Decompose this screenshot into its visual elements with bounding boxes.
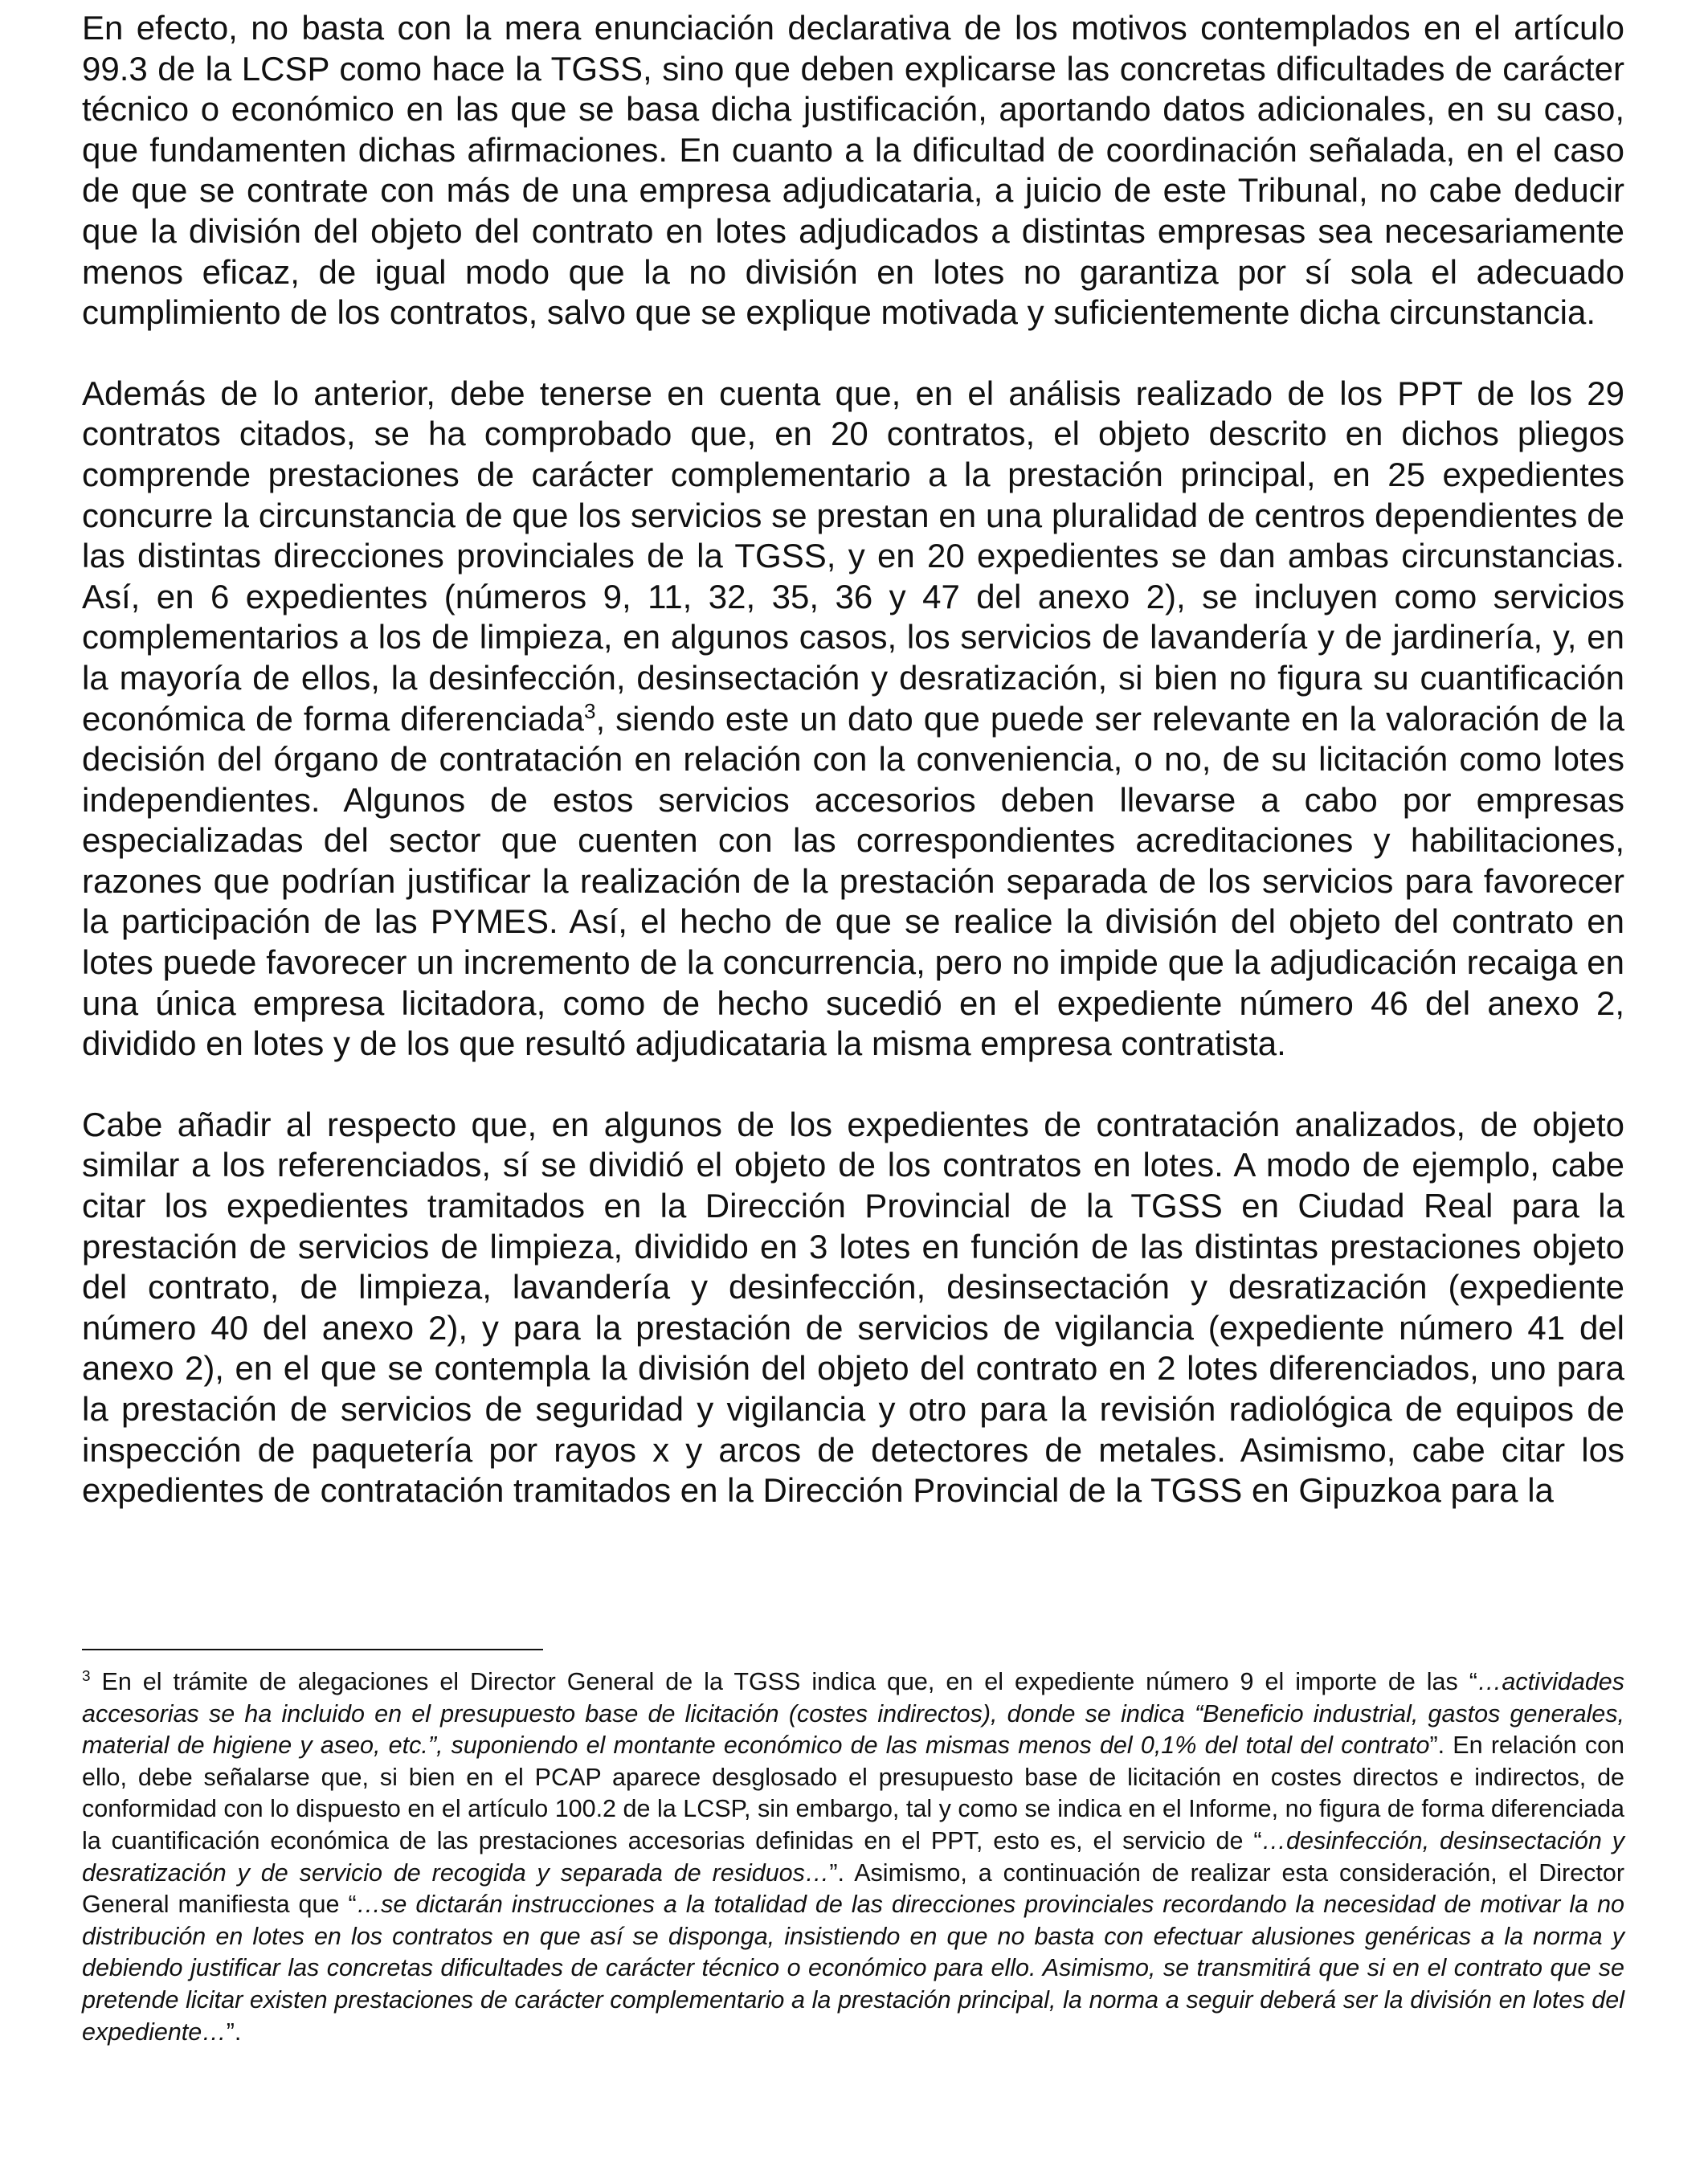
- footnote-quote: …se dictarán instrucciones a la totalidad de las direcciones provinciales recordando la necesidad de motivar la no distribución en lotes en los contratos en que así se disponga, insistiendo en que no basta con efectuar alusiones genéricas a la norma y debiendo justificar las concretas dificultades de carácter técnico o económico para ello. Asimismo, se transmitirá que si en el contrato que se pretende licitar existen prestaciones de carácter complementario a la prestación principal, la norma a seguir deberá ser la división en lotes del expediente…: [82, 1891, 1624, 2046]
- footnote-text: ”.: [226, 2018, 242, 2046]
- footnote-reference[interactable]: 3: [584, 698, 596, 723]
- footnote-text: En el trámite de alegaciones el Director General de la TGSS indica que, en el expediente número 9 el importe de las “: [90, 1668, 1477, 1695]
- paragraph-text: , siendo este un dato que puede ser relevante en la valoración de la decisión del órgano de contratación en relación con la conveniencia, o no, de su licitación como lotes independientes. Algunos de estos servicios accesorios deben llevarse a cabo por empresas especializadas del sector que cuenten con las correspondientes acreditaciones y habilitaciones, razones que podrían justificar la realización de la prestación separada de los servicios para favorecer la participación de las PYMES. Así, el hecho de que se realice la división del objeto del contrato en lotes puede favorecer un incremento de la concurrencia, pero no impide que la adjudicación recaiga en una única empresa licitadora, como de hecho sucedió en el expediente número 46 del anexo 2, dividido en lotes y de los que resultó adjudicataria la misma empresa contratista.: [82, 699, 1624, 1063]
- footnote-text: ”. Asimismo, a continuación de realizar esta consideración, el Director General manifiesta que “: [82, 1858, 1624, 1919]
- footnote-separator: [82, 1649, 543, 1650]
- footnote-quote: …actividades accesorias se ha incluido en el presupuesto base de licitación (costes indirectos), donde se indica “Beneficio industrial, gastos generales, material de higiene y aseo, etc.”, suponiendo el montante económico de las mismas menos del 0,1% del total del contrato: [82, 1668, 1624, 1760]
- footnote-number: 3: [82, 1668, 91, 1686]
- footnote-text: ”. En relación con ello, debe señalarse que, si bien en el PCAP aparece desglosado el presupuesto base de licitación en costes directos e indirectos, de conformidad con lo dispuesto en el artículo 100.2 de la LCSP, sin embargo, tal y como se indica en el Informe, no figura de forma diferenciada la cuantificación económica de las prestaciones accesorias definidas en el PPT, esto es, el servicio de “: [82, 1732, 1625, 1854]
- paragraph-lot-examples: Cabe añadir al respecto que, en algunos de los expedientes de contratación analizados, de objeto similar a los referenciados, sí se dividió el objeto de los contratos en lotes. A modo de ejemplo, cabe citar los expedientes tramitados en la Dirección Provincial de la TGSS en Ciudad Real para la prestación de servicios de limpieza, dividido en 3 lotes en función de las distintas prestaciones objeto del contrato, de limpieza, lavandería y desinfección, desinsectación y desratización (expediente número 40 del anexo 2), y para la prestación de servicios de vigilancia (expediente número 41 del anexo 2), en el que se contempla la división del objeto del contrato en 2 lotes diferenciados, uno para la prestación de servicios de seguridad y vigilancia y otro para la revisión radiológica de equipos de inspección de paquetería por rayos x y arcos de detectores de metales. Asimismo, cabe citar los expedientes de contratación tramitados en la Dirección Provincial de la TGSS en Gipuzkoa para la: [82, 1105, 1624, 1510]
- paragraph-ppt-analysis: [82, 374, 1624, 1065]
- footnote-quote: …desinfección, desinsectación y desratización y de servicio de recogida y separada de residuos…: [82, 1826, 1624, 1887]
- footnote-3: [82, 1666, 1624, 2048]
- paragraph-lot-division-justification: En efecto, no basta con la mera enunciación declarativa de los motivos contemplados en el artículo 99.3 de la LCSP como hace la TGSS, sino que deben explicarse las concretas dificultades de carácter técnico o económico en las que se basa dicha justificación, aportando datos adicionales, en su caso, que fundamenten dichas afirmaciones. En cuanto a la dificultad de coordinación señalada, en el caso de que se contrate con más de una empresa adjudicataria, a juicio de este Tribunal, no cabe deducir que la división del objeto del contrato en lotes adjudicados a distintas empresas sea necesariamente menos eficaz, de igual modo que la no división en lotes no garantiza por sí sola el adecuado cumplimiento de los contratos, salvo que se explique motivada y suficientemente dicha circunstancia.: [82, 9, 1624, 332]
- paragraph-text: Además de lo anterior, debe tenerse en cuenta que, en el análisis realizado de los PPT de los 29 contratos citados, se ha comprobado que, en 20 contratos, el objeto descrito en dichos pliegos comprende prestaciones de carácter complementario a la prestación principal, en 25 expedientes concurre la circunstancia de que los servicios se prestan en una pluralidad de centros dependientes de las distintas direcciones provinciales de la TGSS, y en 20 expedientes se dan ambas circunstancias. Así, en 6 expedientes (números 9, 11, 32, 35, 36 y 47 del anexo 2), se incluyen como servicios complementarios a los de limpieza, en algunos casos, los servicios de lavandería y de jardinería, y, en la mayoría de ellos, la desinfección, desinsectación y desratización, si bien no figura su cuantificación económica de forma diferenciada: [82, 374, 1624, 738]
- document-body: [82, 8, 1624, 1552]
